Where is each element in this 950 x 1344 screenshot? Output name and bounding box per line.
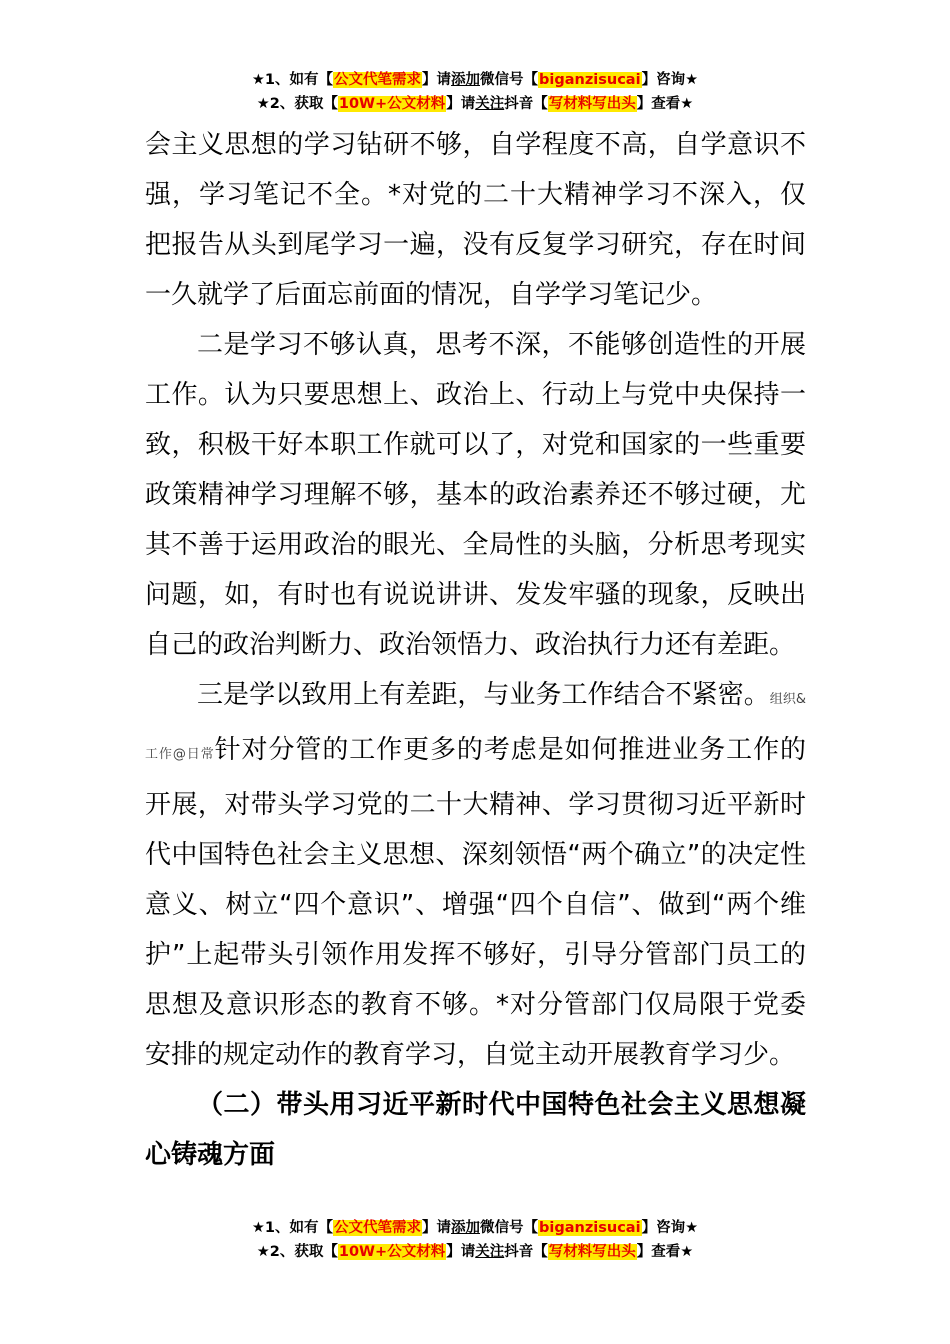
banner-highlight: biganzisucai	[539, 72, 641, 88]
banner-text: 】请	[422, 1220, 452, 1236]
banner-highlight: 10W+公文材料	[338, 1244, 446, 1260]
banner-line-1	[0, 68, 950, 92]
banner-highlight: 公文代笔需求	[334, 72, 422, 88]
banner-text: ★2、获取【	[256, 96, 338, 112]
banner-text: 】咨询★	[641, 72, 699, 88]
banner-highlight: 写材料写出头	[548, 1244, 636, 1260]
paragraph-1: 会主义思想的学习钻研不够，自学程度不高，自学意识不强，学习笔记不全。*对党的二十大精神学习不深入，仅把报告从头到尾学习一遍，没有反复学习研究，存在时间一久就学了后面忘前面的情况，自学学习笔记少。	[145, 130, 806, 310]
bottom-banner	[0, 1216, 950, 1264]
banner-text: 抖音【	[504, 1244, 548, 1260]
document-body	[145, 120, 806, 1180]
watermark-text: 工作@日常	[145, 747, 215, 762]
banner-highlight: biganzisucai	[539, 1220, 641, 1236]
banner-line-1	[0, 1216, 950, 1240]
section-heading: （二）带头用习近平新时代中国特色社会主义思想凝心铸魂方面	[145, 1090, 806, 1170]
banner-line-2	[0, 92, 950, 116]
banner-text: 抖音【	[504, 96, 548, 112]
banner-line-2	[0, 1240, 950, 1264]
paragraph-3-lead: 三是学以致用上有差距，与业务工作结合不紧密。	[197, 680, 770, 710]
banner-underlined-text: 关注	[475, 96, 505, 112]
top-banner	[0, 68, 950, 116]
banner-highlight: 写材料写出头	[548, 96, 636, 112]
banner-text: 】请	[422, 72, 452, 88]
watermark-text: 组织&	[769, 692, 806, 707]
banner-text: 】查看★	[636, 1244, 694, 1260]
banner-text: ★1、如有【	[251, 1220, 334, 1236]
paragraph-3-rest: 针对分管的工作更多的考虑是如何推进业务工作的开展，对带头学习党的二十大精神、学习贯彻习近平新时代中国特色社会主义思想、深刻领悟“两个确立”的决定性意义、树立“四个意识”、增强“四个自信”、做到“两个维护”上起带头引领作用发挥不够好，引导分管部门员工的思想及意识形态的教育不够。*对分管部门仅局限于党委安排的规定动作的教育学习，自觉主动开展教育学习少。	[145, 735, 806, 1070]
banner-highlight: 公文代笔需求	[334, 1220, 422, 1236]
banner-text: 微信号【	[480, 1220, 539, 1236]
paragraph-2: 二是学习不够认真，思考不深，不能够创造性的开展工作。认为只要思想上、政治上、行动上与党中央保持一致，积极干好本职工作就可以了，对党和国家的一些重要政策精神学习理解不够，基本的政治素养还不够过硬，尤其不善于运用政治的眼光、全局性的头脑，分析思考现实问题，如，有时也有说说讲讲、发发牢骚的现象，反映出自己的政治判断力、政治领悟力、政治执行力还有差距。	[145, 330, 806, 660]
banner-underlined-text: 关注	[475, 1244, 505, 1260]
banner-text: 】请	[446, 96, 476, 112]
banner-text: 】咨询★	[641, 1220, 699, 1236]
banner-highlight: 10W+公文材料	[338, 96, 446, 112]
banner-text: ★2、获取【	[256, 1244, 338, 1260]
banner-underlined-text: 添加	[451, 72, 481, 88]
banner-underlined-text: 添加	[451, 1220, 481, 1236]
banner-text: 】查看★	[636, 96, 694, 112]
paragraph-3	[145, 670, 806, 1080]
banner-text: ★1、如有【	[251, 72, 334, 88]
banner-text: 】请	[446, 1244, 476, 1260]
banner-text: 微信号【	[480, 72, 539, 88]
